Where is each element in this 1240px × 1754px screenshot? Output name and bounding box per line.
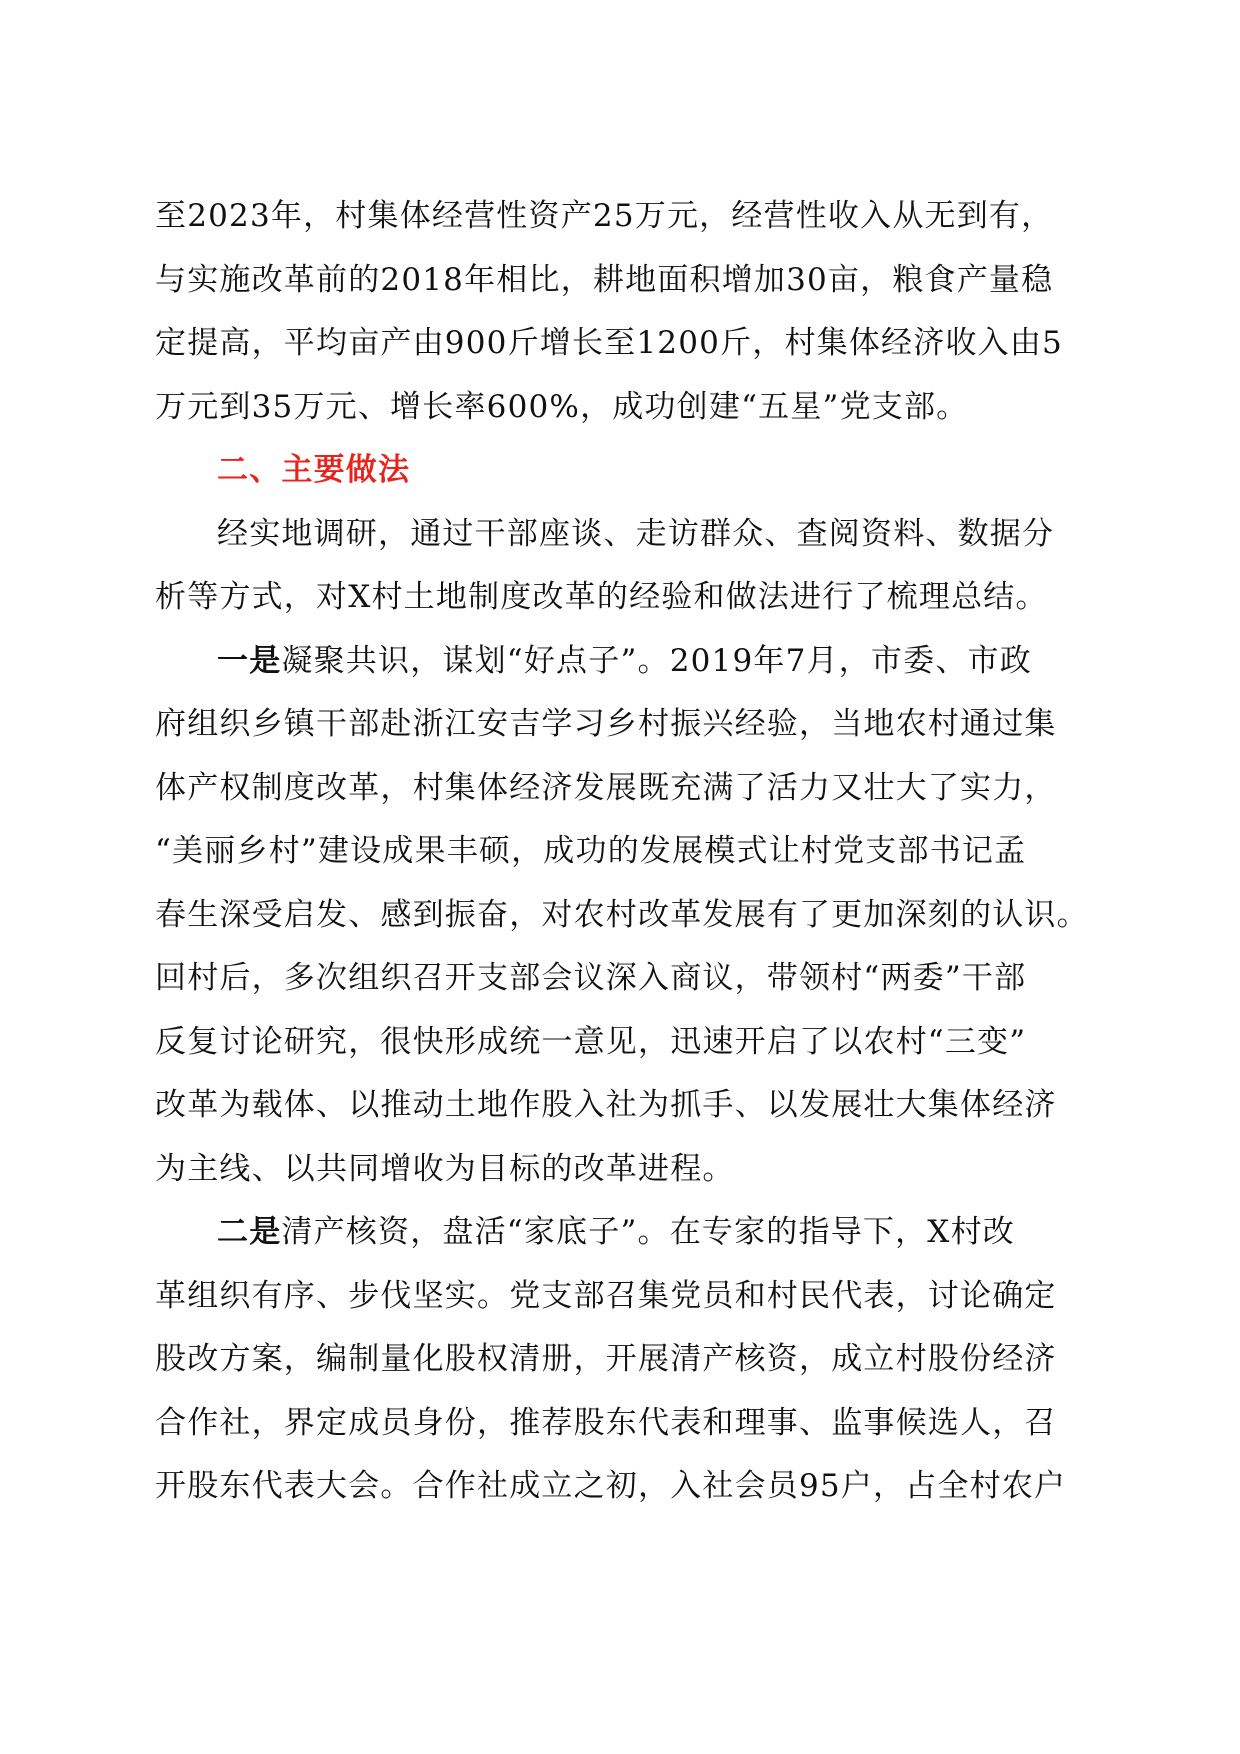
item2-line-3: 合作社，界定成员身份，推荐股东代表和理事、监事候选人，召	[155, 1404, 1057, 1441]
item1-line-5: 回村后，多次组织召开支部会议深入商议，带领村“两委”干部	[155, 960, 1027, 996]
document-body	[155, 185, 1089, 1519]
item2-first-line	[155, 1201, 1085, 1265]
item1-line-7: 改革为载体、以推动土地作股入社为抓手、以发展壮大集体经济	[155, 1087, 1057, 1123]
body-line-2: 与实施改革前的2018年相比，耕地面积增加30亩，粮食产量稳	[155, 261, 1054, 298]
body-line-4: 万元到35万元、增长率600%，成功创建“五星”党支部。	[155, 388, 969, 425]
section-heading: 二、主要做法	[217, 452, 411, 488]
item2-line-4: 开股东代表大会。合作社成立之初，入社会员95户，占全村农户	[155, 1468, 1067, 1504]
intro-line-1: 经实地调研，通过干部座谈、走访群众、查阅资料、数据分	[217, 515, 1055, 552]
item1-line-8: 为主线、以共同增收为目标的改革进程。	[155, 1150, 735, 1187]
item1-line-3: “美丽乡村”建设成果丰硕，成功的发展模式让村党支部书记孟	[155, 833, 1027, 869]
intro-line-2: 析等方式，对X村土地制度改革的经验和做法进行了梳理总结。	[155, 579, 1048, 615]
item2-line-1: 革组织有序、步伐坚实。党支部召集党员和村民代表，讨论确定	[155, 1277, 1057, 1314]
item1-line-6: 反复讨论研究，很快形成统一意见，迅速开启了以农村“三变”	[155, 1023, 1027, 1060]
body-line-3: 定提高，平均亩产由900斤增长至1200斤，村集体经济收入由5	[155, 325, 1063, 361]
item1-line-1: 府组织乡镇干部赴浙江安吉学习乡村振兴经验，当地农村通过集	[155, 706, 1057, 742]
item2-line-2: 股改方案，编制量化股权清册，开展清产核资，成立村股份经济	[155, 1341, 1057, 1377]
item1-lead: 一是	[217, 642, 282, 679]
item2-lead: 二是	[217, 1214, 282, 1250]
item1-first-line	[155, 630, 1085, 694]
item2-first-text: 清产核资，盘活“家底子”。在专家的指导下，X村改	[281, 1214, 1015, 1250]
item1-first-text: 凝聚共识，谋划“好点子”。2019年7月，市委、市政	[281, 642, 1032, 679]
item1-line-2: 体产权制度改革，村集体经济发展既充满了活力又壮大了实力，	[155, 769, 1057, 806]
item1-line-4: 春生深受启发、感到振奋，对农村改革发展有了更加深刻的认识。	[155, 896, 1089, 933]
body-line-1: 至2023年，村集体经营性资产25万元，经营性收入从无到有，	[155, 198, 1054, 234]
